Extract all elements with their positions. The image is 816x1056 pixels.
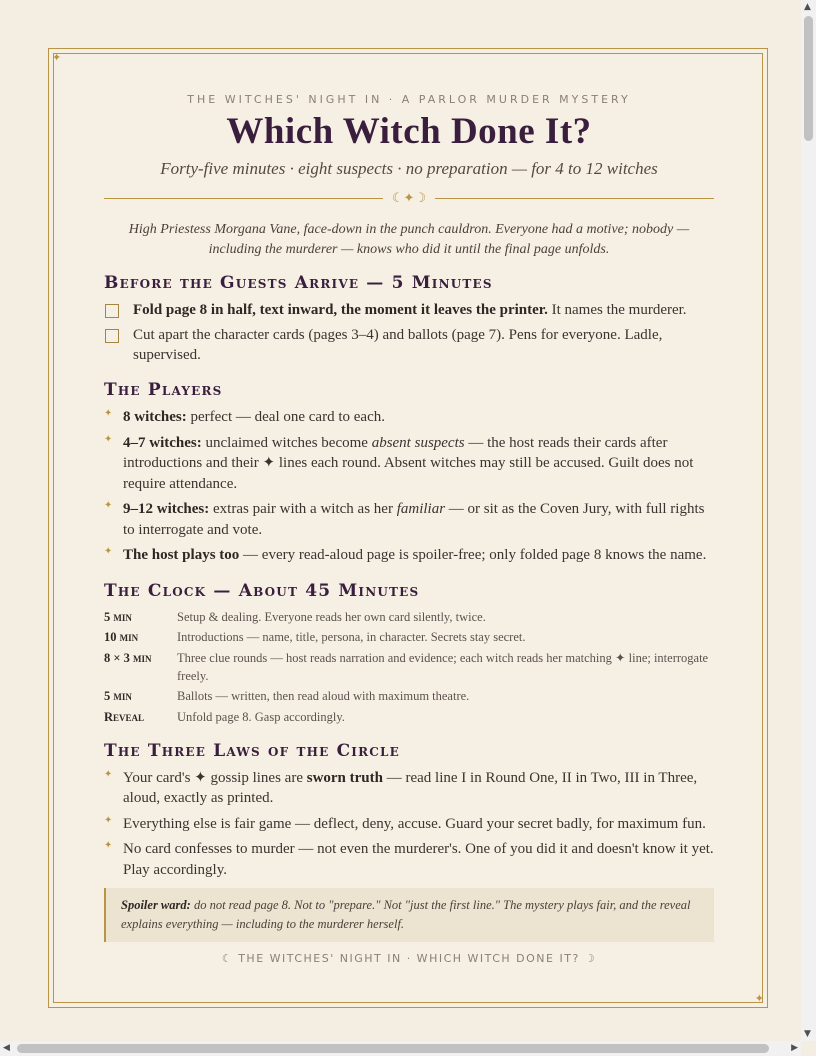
list-item — [104, 839, 714, 880]
item-text: — or sit as the Coven Jury, with full rights to interrogate and vote. — [123, 501, 705, 538]
page-subtitle: Forty-five minutes · eight suspects · no preparation — for 4 to 12 witches — [160, 159, 658, 178]
schedule-time: Reveal — [104, 709, 145, 724]
schedule-row — [104, 687, 714, 705]
checklist-item — [104, 325, 714, 365]
item-emphasis: absent suspects — [371, 434, 465, 451]
schedule-text: Three clue rounds — host reads narration and evidence; each witch reads her matching ✦ line; interrogate freely. — [177, 650, 709, 683]
horizontal-scrollbar[interactable] — [0, 1041, 801, 1056]
schedule-time: 5 min — [104, 689, 132, 703]
vertical-scrollbar[interactable] — [801, 0, 816, 1041]
divider-line — [104, 198, 383, 199]
star-bullet-icon: ✦ — [104, 546, 113, 557]
scroll-down-icon[interactable]: ▼ — [804, 1029, 811, 1039]
list-item — [104, 433, 714, 495]
callout-text: do not read page 8. Not to "prepare." Not "just the first line." The mystery plays fair, and the reveal explains everything — including to the murderer herself. — [121, 898, 691, 931]
spoiler-ward-callout — [104, 888, 714, 942]
list-item — [104, 814, 714, 835]
item-bold: 4–7 witches: — [123, 434, 202, 451]
list-item — [104, 499, 714, 540]
star-bullet-icon: ✦ — [104, 814, 113, 826]
page-title: Which Witch Done It? — [226, 111, 592, 152]
corner-star-icon: ✦ — [52, 51, 62, 64]
schedule-row — [104, 708, 714, 726]
corner-star-icon: ✦ — [754, 992, 764, 1005]
item-emphasis: familiar — [396, 501, 446, 517]
item-bold: 9–12 witches: — [123, 501, 210, 517]
scroll-up-icon[interactable]: ▲ — [804, 2, 811, 12]
list-item — [104, 545, 714, 566]
star-bullet-icon: ✦ — [104, 768, 113, 780]
vertical-scroll-thumb[interactable] — [804, 16, 813, 141]
list-item — [104, 768, 714, 809]
item-text: Everything else is fair game — deflect, deny, accuse. Guard your secret badly, for maximum fun. — [123, 815, 706, 832]
item-text: — every read-aloud page is spoiler-free; only folded page 8 knows the name. — [239, 547, 707, 563]
section-heading-laws: The Three Laws of the Circle — [104, 740, 401, 761]
item-text: perfect — deal one card to each. — [186, 409, 385, 425]
checkbox-icon[interactable] — [105, 329, 119, 343]
star-bullet-icon: ✦ — [104, 840, 113, 851]
schedule-text: Introductions — name, title, persona, in character. Secrets stay secret. — [177, 630, 526, 644]
scroll-left-icon[interactable]: ◀ — [3, 1043, 10, 1053]
divider-line — [435, 198, 714, 199]
callout-label: Spoiler ward: — [121, 898, 191, 912]
item-text: Cut apart the character cards (pages 3–4) and ballots (page 7). Pens for everyone. Ladle, supervised. — [133, 327, 663, 363]
schedule-time: 5 min — [104, 609, 132, 624]
item-bold: 8 witches: — [123, 409, 187, 425]
page-content — [104, 93, 714, 965]
item-text: — read line I in Round One, II in Two, III in Three, aloud, exactly as printed. — [123, 769, 698, 806]
star-bullet-icon: ✦ — [104, 433, 113, 445]
moon-star-icon: ☾✦☽ — [391, 191, 427, 206]
item-text: Your card's ✦ gossip lines are — [123, 769, 307, 786]
item-bold: sworn truth — [306, 769, 383, 786]
intro-text: High Priestess Morgana Vane, face-down in the punch cauldron. Everyone had a motive; nobody — including the murderer — knows who did it until the final page unfolds. — [128, 222, 690, 257]
schedule-time: 10 min — [104, 630, 139, 644]
item-text: No card confesses to murder — not even the murderer's. One of you did it and doesn't know it yet. Play accordingly. — [123, 841, 714, 878]
page-footer: ☾ THE WITCHES' NIGHT IN · WHICH WITCH DONE IT? ☽ — [221, 952, 597, 965]
section-heading-before: Before the Guests Arrive — 5 Minutes — [104, 273, 493, 293]
schedule-row — [104, 628, 714, 646]
list-item — [104, 407, 714, 428]
schedule-text: Unfold page 8. Gasp accordingly. — [177, 709, 345, 724]
checkbox-icon[interactable] — [105, 304, 119, 318]
horizontal-scroll-thumb[interactable] — [17, 1044, 769, 1053]
item-text: extras pair with a witch as her — [209, 501, 397, 517]
item-text: — the host reads their cards after introductions and their ✦ lines each round. Absent witches may still be accused. Guilt does not require attendance. — [123, 434, 694, 492]
kicker: THE WITCHES' NIGHT IN · A PARLOR MURDER MYSTERY — [187, 93, 631, 106]
schedule-text: Setup & dealing. Everyone reads her own card silently, twice. — [177, 609, 486, 624]
document-page — [48, 48, 768, 1008]
star-bullet-icon: ✦ — [104, 408, 113, 419]
section-heading-players: The Players — [104, 380, 223, 400]
schedule-row — [104, 649, 714, 685]
schedule-text: Ballots — written, then read aloud with maximum theatre. — [177, 689, 470, 703]
item-text: unclaimed witches become — [201, 434, 372, 451]
item-bold: Fold page 8 in half, text inward, the moment it leaves the printer. — [133, 302, 548, 318]
section-heading-clock: The Clock — About 45 Minutes — [104, 580, 420, 601]
divider — [104, 191, 714, 206]
item-text: It names the murderer. — [547, 302, 687, 318]
star-bullet-icon: ✦ — [104, 500, 113, 511]
schedule-row — [104, 608, 714, 626]
schedule-time: 8 × 3 min — [104, 650, 152, 665]
item-bold: The host plays too — [123, 547, 240, 563]
scroll-right-icon[interactable]: ▶ — [791, 1043, 798, 1053]
checklist-item — [104, 300, 714, 320]
